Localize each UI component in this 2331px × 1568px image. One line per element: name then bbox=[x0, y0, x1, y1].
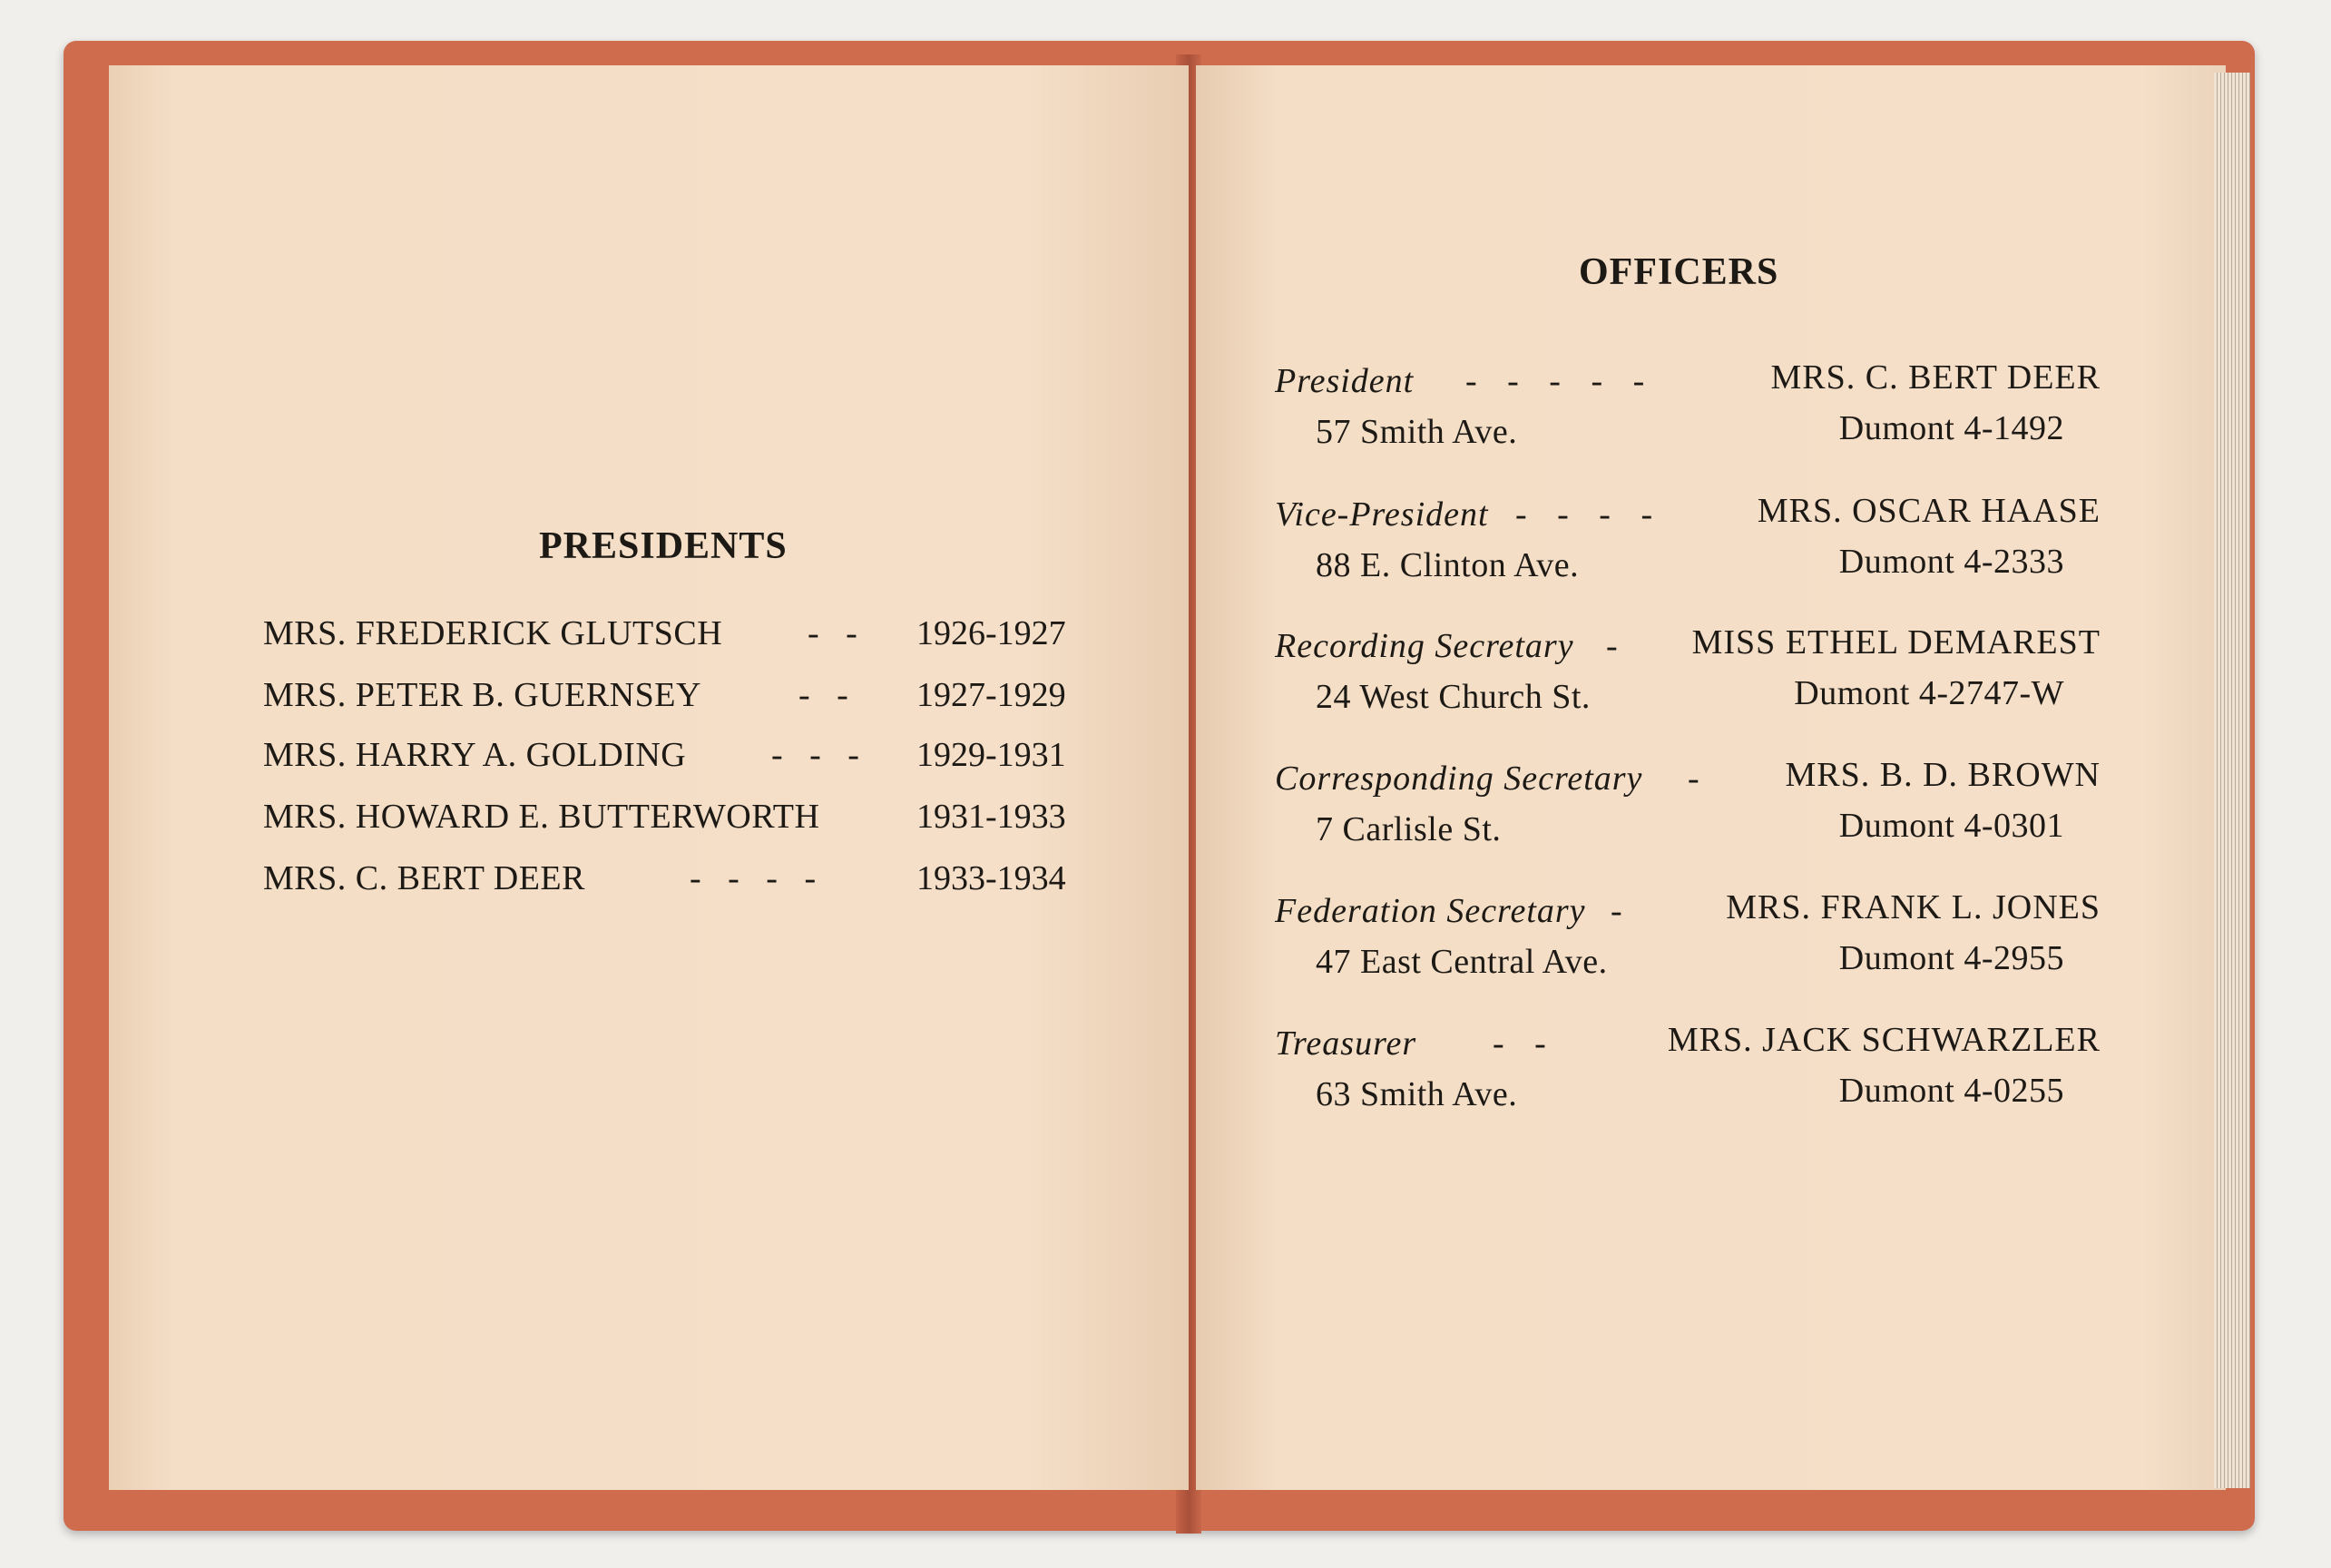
officer-entry bbox=[1275, 623, 2101, 744]
officer-title: Vice-President bbox=[1275, 495, 1489, 534]
president-name: MRS. C. BERT DEER bbox=[263, 859, 585, 897]
officer-title: Recording Secretary bbox=[1275, 627, 1574, 665]
leader-dashes: - - - - bbox=[690, 859, 826, 897]
president-name: MRS. HOWARD E. BUTTERWORTH bbox=[263, 798, 820, 836]
president-row bbox=[263, 675, 1080, 730]
president-years: 1926-1927 bbox=[916, 614, 1066, 652]
officer-title: President bbox=[1275, 362, 1415, 400]
officer-address: 57 Smith Ave. bbox=[1316, 413, 1518, 451]
officer-entry bbox=[1275, 358, 2101, 479]
officer-entry bbox=[1275, 888, 2101, 1009]
officer-title: Treasurer bbox=[1275, 1024, 1417, 1063]
officer-address: 7 Carlisle St. bbox=[1316, 810, 1502, 848]
officer-name: MRS. B. D. BROWN bbox=[1785, 756, 2101, 794]
president-years: 1927-1929 bbox=[916, 676, 1066, 714]
officer-entry bbox=[1275, 1021, 2101, 1142]
officer-entry bbox=[1275, 756, 2101, 877]
officer-name: MRS. OSCAR HAASE bbox=[1757, 492, 2101, 530]
leader-dashes: - - - - bbox=[1515, 495, 1664, 534]
officer-name: MRS. C. BERT DEER bbox=[1770, 358, 2101, 397]
officer-phone: Dumont 4-1492 bbox=[1838, 409, 2064, 447]
president-name: MRS. FREDERICK GLUTSCH bbox=[263, 614, 723, 652]
president-years: 1931-1933 bbox=[916, 798, 1066, 836]
officer-phone: Dumont 4-2333 bbox=[1838, 543, 2064, 581]
officer-address: 88 E. Clinton Ave. bbox=[1316, 546, 1580, 584]
officer-phone: Dumont 4-0255 bbox=[1838, 1072, 2064, 1110]
officer-title: Federation Secretary bbox=[1275, 892, 1586, 930]
officer-phone: Dumont 4-2955 bbox=[1838, 939, 2064, 977]
president-row bbox=[263, 613, 1080, 668]
president-row bbox=[263, 797, 1080, 851]
officer-name: MRS. JACK SCHWARZLER bbox=[1667, 1021, 2101, 1059]
officer-entry bbox=[1275, 492, 2101, 612]
officers-heading: OFFICERS bbox=[1579, 251, 1779, 293]
president-name: MRS. HARRY A. GOLDING bbox=[263, 736, 687, 774]
leader-dashes: - bbox=[1611, 892, 1633, 930]
officer-name: MRS. FRANK L. JONES bbox=[1726, 888, 2101, 926]
leader-dashes: - - bbox=[1493, 1024, 1557, 1063]
page-edges bbox=[2214, 73, 2250, 1488]
president-row bbox=[263, 735, 1080, 789]
president-years: 1929-1931 bbox=[916, 736, 1066, 774]
officer-phone: Dumont 4-0301 bbox=[1838, 807, 2064, 845]
president-row bbox=[263, 858, 1080, 913]
officer-address: 24 West Church St. bbox=[1316, 678, 1591, 716]
officer-address: 63 Smith Ave. bbox=[1316, 1075, 1518, 1113]
presidents-heading: PRESIDENTS bbox=[539, 525, 788, 567]
leader-dashes: - bbox=[1606, 627, 1629, 665]
officer-name: MISS ETHEL DEMAREST bbox=[1691, 623, 2101, 662]
officer-address: 47 East Central Ave. bbox=[1316, 943, 1608, 981]
leader-dashes: - bbox=[1688, 760, 1710, 798]
president-name: MRS. PETER B. GUERNSEY bbox=[263, 676, 701, 714]
officer-phone: Dumont 4-2747-W bbox=[1794, 674, 2064, 712]
leader-dashes: - - - - - bbox=[1465, 362, 1656, 400]
president-years: 1933-1934 bbox=[916, 859, 1066, 897]
officer-title: Corresponding Secretary bbox=[1275, 760, 1643, 798]
leader-dashes: - - bbox=[798, 676, 857, 714]
leader-dashes: - - - bbox=[771, 736, 868, 774]
leader-dashes: - - bbox=[808, 614, 867, 652]
